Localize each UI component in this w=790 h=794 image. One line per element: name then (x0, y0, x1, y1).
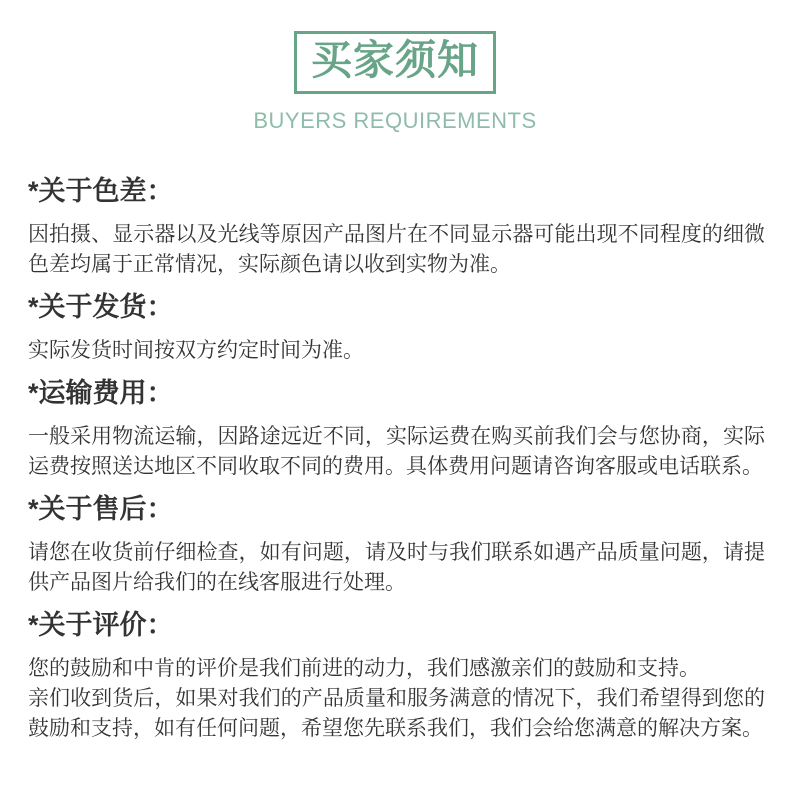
notice-sections (0, 176, 790, 744)
section-review (28, 610, 765, 744)
section-transport-fee (28, 378, 765, 482)
section-paragraph: 您的鼓励和中肯的评价是我们前进的动力，我们感激亲们的鼓励和支持。 (28, 657, 700, 681)
section-heading: *关于发货： (28, 292, 174, 323)
buyers-notice-page (0, 31, 790, 794)
section-shipping (28, 292, 765, 366)
page-subtitle: BUYERS REQUIREMENTS (253, 108, 537, 134)
section-paragraph: 一般采用物流运输，因路途远近不同，实际运费在购买前我们会与您协商，实际运费按照送达地区不同收取不同的费用。具体费用问题请咨询客服或电话联系。 (28, 425, 765, 479)
section-heading: *运输费用： (28, 378, 174, 409)
section-heading: *关于售后： (28, 494, 174, 525)
section-paragraph: 实际发货时间按双方约定时间为准。 (28, 339, 364, 363)
section-heading: *关于色差： (28, 176, 174, 207)
title-box (294, 31, 496, 94)
section-paragraph: 亲们收到货后，如果对我们的产品质量和服务满意的情况下，我们希望得到您的鼓励和支持，如有任何问题，希望您先联系我们，我们会给您满意的解决方案。 (28, 687, 765, 741)
section-paragraph: 因拍摄、显示器以及光线等原因产品图片在不同显示器可能出现不同程度的细微色差均属于正常情况，实际颜色请以收到实物为准。 (28, 223, 765, 277)
section-heading: *关于评价： (28, 610, 174, 641)
section-after-sales (28, 494, 765, 598)
page-title: 买家须知 (311, 37, 479, 83)
section-paragraph: 请您在收货前仔细检查，如有问题，请及时与我们联系如遇产品质量问题，请提供产品图片给我们的在线客服进行处理。 (28, 541, 765, 595)
section-color-difference (28, 176, 765, 280)
